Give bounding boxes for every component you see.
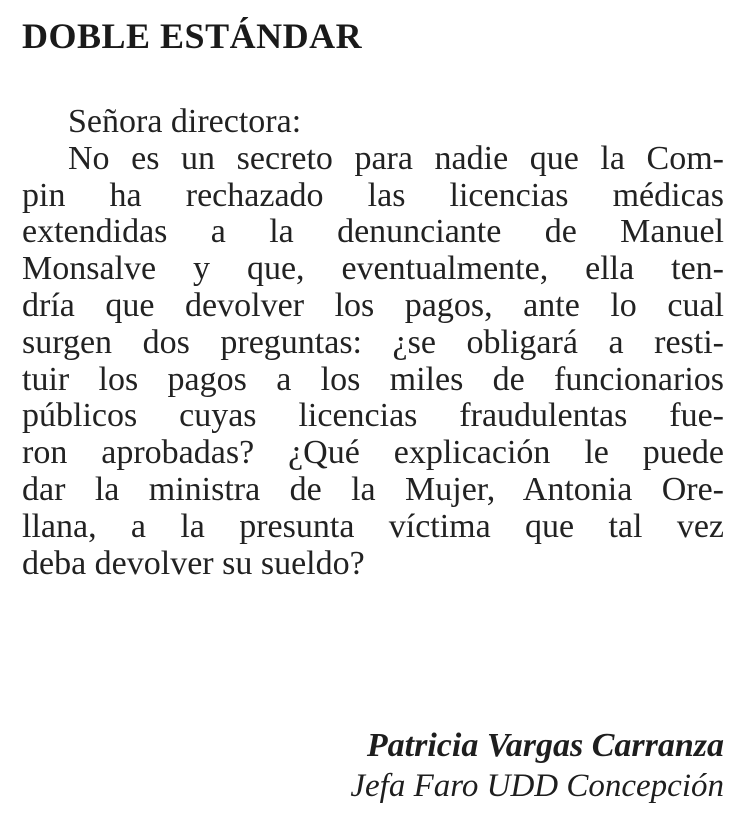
body-line: dría que devolver los pagos, ante lo cual [22,286,724,324]
body-line: Monsalve y que, eventualmente, ella ten- [22,250,724,288]
author-name: Patricia Vargas Carranza [366,727,724,764]
body-line: tuir los pagos a los miles de funcionarios [22,360,724,398]
body-line: públicos cuyas licencias fraudulentas fue- [22,397,724,435]
body-line: dar la ministra de la Mujer, Antonia Ore- [22,470,724,508]
author-role: Jefa Faro UDD Concepción [350,768,724,804]
letter-headline: DOBLE ESTÁNDAR [22,16,363,56]
body-line-last: deba devolver su sueldo? [22,544,365,582]
body-line: No es un secreto para nadie que la Com- [68,139,724,177]
letter-body [22,104,724,582]
body-line: llana, a la presunta víctima que tal vez [22,507,724,545]
signature-block [350,726,724,806]
body-line: extendidas a la denunciante de Manuel [22,213,724,251]
letter-salutation: Señora directora: [68,103,302,140]
body-line: surgen dos preguntas: ¿se obligará a resti- [22,323,724,361]
body-line: pin ha rechazado las licencias médicas [22,176,724,214]
body-line: ron aprobadas? ¿Qué explicación le puede [22,434,724,472]
